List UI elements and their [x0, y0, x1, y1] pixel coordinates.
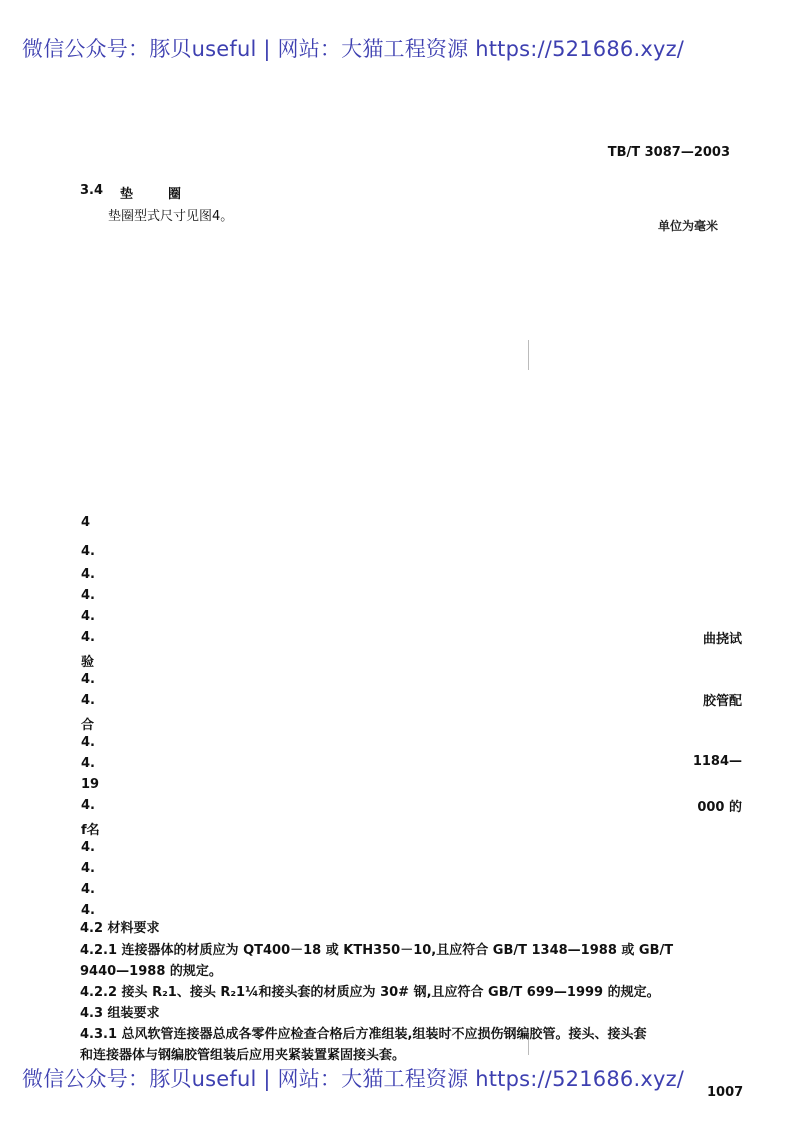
scan-mark — [528, 340, 529, 370]
left-fragment: 4. — [81, 756, 95, 771]
left-fragment: 4. — [81, 903, 95, 918]
left-fragment: 4. — [81, 672, 95, 687]
left-fragment: 4. — [81, 861, 95, 876]
left-fragment: 4. — [81, 735, 95, 750]
section-4-2-heading: 4.2 材料要求 — [80, 921, 160, 936]
left-fragment: 4. — [81, 693, 95, 708]
page-number: 1007 — [707, 1085, 744, 1100]
section-4-3-1-line2: 和连接器体与钢编胶管组装后应用夹紧装置紧固接头套。 — [80, 1048, 406, 1063]
section-4-2-1-line2: 9440—1988 的规定。 — [80, 964, 222, 979]
left-fragment: f名 — [81, 823, 100, 838]
watermark-top: 微信公众号：豚贝useful | 网站：大猫工程资源 https://521686.xyz/ — [22, 37, 685, 61]
section-4-3-heading: 4.3 组装要求 — [80, 1006, 160, 1021]
left-fragment: 4. — [81, 840, 95, 855]
standard-header: TB/T 3087—2003 — [607, 145, 730, 160]
section-4-3-1-line1: 4.3.1 总风软管连接器总成各零件应检查合格后方准组装,组装时不应损伤钢编胶管。接头、接头套 — [80, 1027, 647, 1042]
unit-note: 单位为毫米 — [657, 219, 718, 233]
right-fragment: 胶管配 — [702, 694, 742, 709]
section-3-4-title-a: 垫 — [120, 187, 134, 202]
left-fragment: 4. — [81, 882, 95, 897]
right-fragment: 1184— — [692, 754, 742, 769]
left-fragment: 验 — [81, 655, 95, 670]
left-fragment: 4 — [81, 515, 91, 530]
right-fragment: 曲挠试 — [702, 632, 742, 647]
section-4-2-1-line1: 4.2.1 连接器体的材质应为 QT400－18 或 KTH350－10,且应符合 GB/T 1348—1988 或 GB/T — [80, 943, 674, 958]
section-4-2-2: 4.2.2 接头 R₂1、接头 R₂1¼和接头套的材质应为 30# 钢,且应符合 GB/T 699—1999 的规定。 — [80, 985, 660, 1000]
left-fragment: 4. — [81, 798, 95, 813]
right-fragment: 000 的 — [697, 800, 742, 815]
left-fragment: 19 — [81, 777, 100, 792]
left-fragment: 合 — [81, 718, 95, 733]
section-3-4-title-b: 圈 — [168, 187, 182, 202]
section-3-4-text: 垫圈型式尺寸见图4。 — [108, 209, 234, 224]
watermark-bottom: 微信公众号：豚贝useful | 网站：大猫工程资源 https://521686.xyz/ — [22, 1067, 685, 1091]
left-fragment: 4. — [81, 544, 95, 559]
section-3-4-number: 3.4 — [80, 183, 104, 198]
left-fragment: 4. — [81, 567, 95, 582]
left-fragment: 4. — [81, 609, 95, 624]
left-fragment: 4. — [81, 588, 95, 603]
left-fragment: 4. — [81, 630, 95, 645]
